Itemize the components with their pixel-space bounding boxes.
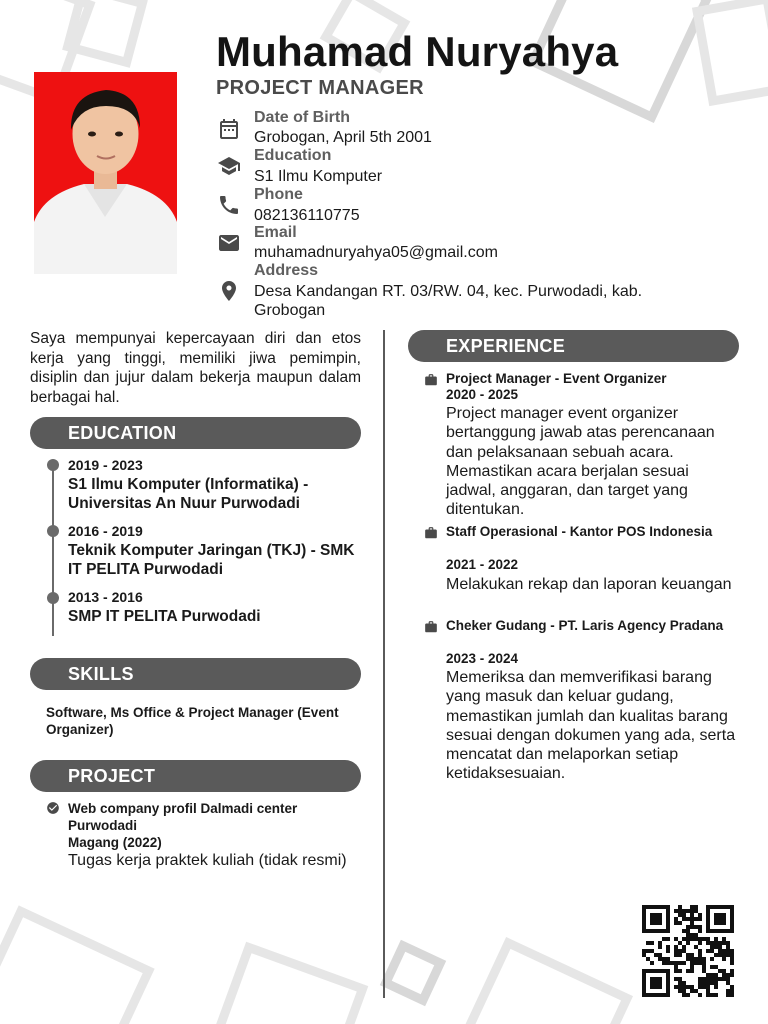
- decorative-square: [692, 0, 768, 106]
- education-school: SMP IT PELITA Purwodadi: [68, 608, 261, 625]
- column-divider: [383, 330, 385, 998]
- skills-section-heading: SKILLS: [30, 658, 361, 690]
- location-pin-icon: [217, 279, 241, 303]
- timeline-dot: [47, 525, 59, 537]
- experience-section-heading: EXPERIENCE: [408, 330, 739, 362]
- timeline-dot: [47, 459, 59, 471]
- phone-label: Phone: [254, 186, 303, 203]
- skills-text: Software, Ms Office & Project Manager (Event Organizer): [46, 705, 339, 737]
- profile-photo: [34, 72, 177, 274]
- education-section-heading: EDUCATION: [30, 417, 361, 449]
- briefcase-icon: [424, 526, 438, 538]
- project-section-heading: PROJECT: [30, 760, 361, 792]
- project-year: Magang (2022): [68, 835, 162, 850]
- decorative-square: [202, 942, 369, 1024]
- experience-title: Staff Operasional - Kantor POS Indonesia: [446, 524, 713, 539]
- education-years: 2016 - 2019: [68, 523, 143, 539]
- profile-summary: Saya mempunyai kepercayaan diri dan etos kerja yang tinggi, memiliki jiwa pemimpin, disiplin dan jujur dalam bekerja maupun dalam berbagai hal.: [30, 330, 361, 406]
- qr-code: [642, 905, 734, 997]
- candidate-role: PROJECT MANAGER: [216, 77, 424, 99]
- education-timeline-line: [52, 464, 54, 636]
- education-value: S1 Ilmu Komputer: [254, 168, 383, 185]
- decorative-square: [380, 940, 446, 1006]
- phone-value: 082136110775: [254, 207, 360, 224]
- decorative-square: [0, 905, 155, 1024]
- phone-icon: [217, 193, 241, 217]
- email-value: muhamadnuryahya05@gmail.com: [254, 244, 498, 261]
- address-value: Desa Kandangan RT. 03/RW. 04, kec. Purwodadi, kab. Grobogan: [254, 283, 643, 319]
- candidate-name: Muhamad Nuryahya: [216, 28, 619, 75]
- decorative-square: [447, 937, 633, 1024]
- check-circle-icon: [46, 801, 60, 815]
- experience-title: Cheker Gudang - PT. Laris Agency Pradana: [446, 618, 724, 633]
- experience-years: 2023 - 2024: [446, 651, 519, 666]
- address-label: Address: [254, 262, 319, 279]
- education-years: 2019 - 2023: [68, 457, 143, 473]
- mail-icon: [217, 231, 241, 255]
- briefcase-icon: [424, 373, 438, 385]
- education-years: 2013 - 2016: [68, 589, 143, 605]
- experience-title: Project Manager - Event Organizer: [446, 371, 667, 386]
- graduation-cap-icon: [217, 154, 241, 178]
- briefcase-icon: [424, 620, 438, 632]
- calendar-icon: [217, 117, 241, 141]
- experience-years: 2020 - 2025: [446, 387, 519, 402]
- date-of-birth-label: Date of Birth: [254, 109, 350, 126]
- experience-description: Project manager event organizer bertanggung jawab atas perencanaan dan pelaksanaan sebuah acara. Memastikan acara berjalan sesuai jadwal, anggaran, dan target yang ditentukan.: [446, 405, 715, 519]
- education-school: Teknik Komputer Jaringan (TKJ) - SMK IT PELITA Purwodadi: [68, 542, 355, 578]
- experience-years: 2021 - 2022: [446, 557, 519, 572]
- email-label: Email: [254, 224, 297, 241]
- timeline-dot: [47, 592, 59, 604]
- education-school: S1 Ilmu Komputer (Informatika) - Universitas An Nuur Purwodadi: [68, 476, 309, 512]
- date-of-birth-value: Grobogan, April 5th 2001: [254, 129, 432, 146]
- project-title: Web company profil Dalmadi center Purwodadi: [68, 801, 298, 833]
- experience-description: Melakukan rekap dan laporan keuangan: [446, 576, 732, 593]
- project-description: Tugas kerja praktek kuliah (tidak resmi): [68, 852, 347, 869]
- experience-description: Memeriksa dan memverifikasi barang yang masuk dan keluar gudang, memastikan jumlah dan kualitas barang sesuai dengan dokumen yang ada, serta mencatat dan melaporkan setiap ketidaksesuaian.: [446, 669, 736, 783]
- education-label: Education: [254, 147, 332, 164]
- person-portrait-icon: [34, 72, 177, 274]
